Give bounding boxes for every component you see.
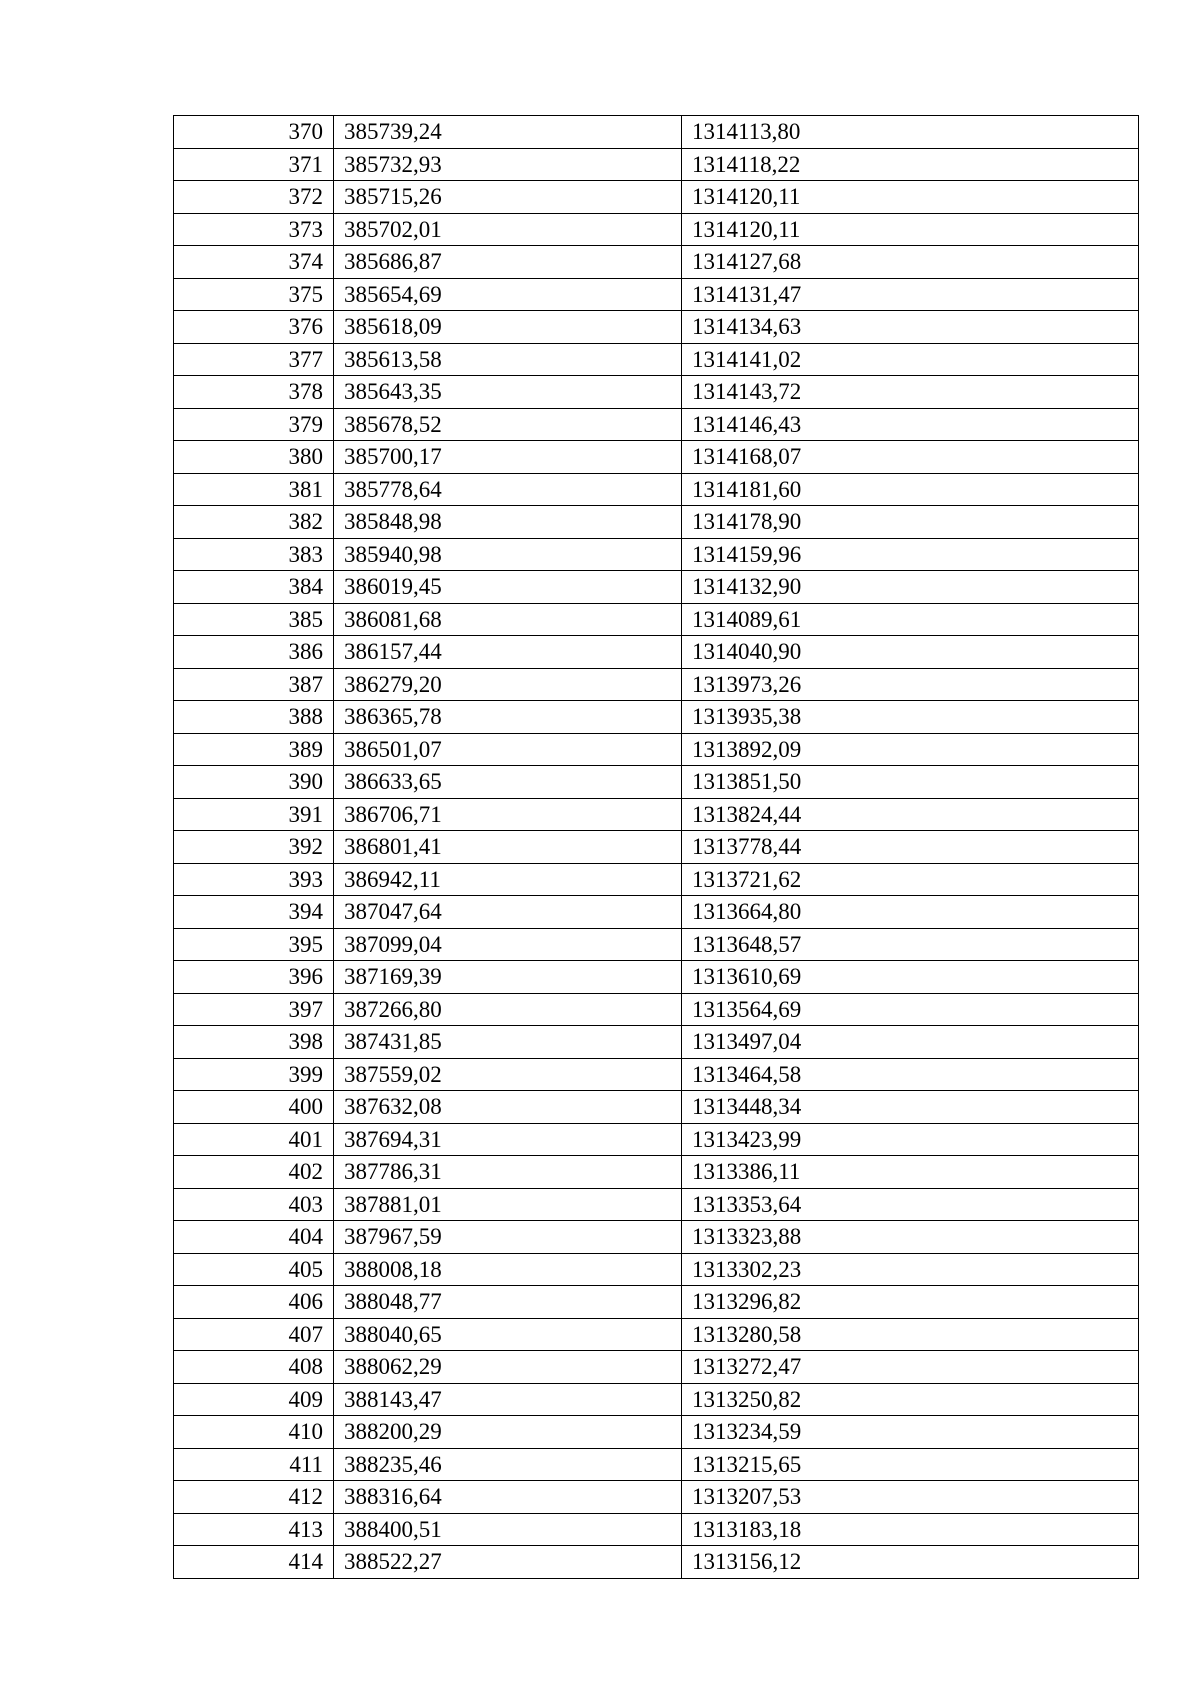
point-number-cell: 389 xyxy=(174,733,334,766)
point-number-cell: 413 xyxy=(174,1513,334,1546)
x-coordinate-cell: 388062,29 xyxy=(334,1351,682,1384)
x-coordinate-cell: 385739,24 xyxy=(334,116,682,149)
point-number-cell: 392 xyxy=(174,831,334,864)
point-number-cell: 400 xyxy=(174,1091,334,1124)
table-row xyxy=(174,408,1139,441)
x-coordinate-cell: 386706,71 xyxy=(334,798,682,831)
x-coordinate-cell: 387632,08 xyxy=(334,1091,682,1124)
y-coordinate-cell: 1313423,99 xyxy=(682,1123,1139,1156)
table-row xyxy=(174,1026,1139,1059)
table-row xyxy=(174,733,1139,766)
table-row xyxy=(174,798,1139,831)
point-number-cell: 370 xyxy=(174,116,334,149)
x-coordinate-cell: 388235,46 xyxy=(334,1448,682,1481)
table-row xyxy=(174,181,1139,214)
y-coordinate-cell: 1313234,59 xyxy=(682,1416,1139,1449)
x-coordinate-cell: 387099,04 xyxy=(334,928,682,961)
x-coordinate-cell: 386279,20 xyxy=(334,668,682,701)
y-coordinate-cell: 1313892,09 xyxy=(682,733,1139,766)
x-coordinate-cell: 386942,11 xyxy=(334,863,682,896)
x-coordinate-cell: 385643,35 xyxy=(334,376,682,409)
point-number-cell: 372 xyxy=(174,181,334,214)
table-row xyxy=(174,506,1139,539)
table-row xyxy=(174,831,1139,864)
y-coordinate-cell: 1314132,90 xyxy=(682,571,1139,604)
table-row xyxy=(174,571,1139,604)
table-row xyxy=(174,668,1139,701)
point-number-cell: 378 xyxy=(174,376,334,409)
point-number-cell: 396 xyxy=(174,961,334,994)
x-coordinate-cell: 387881,01 xyxy=(334,1188,682,1221)
y-coordinate-cell: 1314134,63 xyxy=(682,311,1139,344)
y-coordinate-cell: 1314040,90 xyxy=(682,636,1139,669)
point-number-cell: 382 xyxy=(174,506,334,539)
point-number-cell: 391 xyxy=(174,798,334,831)
x-coordinate-cell: 387169,39 xyxy=(334,961,682,994)
y-coordinate-cell: 1313323,88 xyxy=(682,1221,1139,1254)
coordinates-table-body xyxy=(174,116,1139,1579)
x-coordinate-cell: 387967,59 xyxy=(334,1221,682,1254)
table-row xyxy=(174,1123,1139,1156)
table-row xyxy=(174,116,1139,149)
table-row xyxy=(174,1513,1139,1546)
y-coordinate-cell: 1314168,07 xyxy=(682,441,1139,474)
point-number-cell: 414 xyxy=(174,1546,334,1579)
table-row xyxy=(174,213,1139,246)
table-row xyxy=(174,1318,1139,1351)
table-row xyxy=(174,993,1139,1026)
table-row xyxy=(174,766,1139,799)
point-number-cell: 402 xyxy=(174,1156,334,1189)
point-number-cell: 379 xyxy=(174,408,334,441)
y-coordinate-cell: 1314120,11 xyxy=(682,213,1139,246)
table-row xyxy=(174,896,1139,929)
x-coordinate-cell: 386801,41 xyxy=(334,831,682,864)
y-coordinate-cell: 1313648,57 xyxy=(682,928,1139,961)
y-coordinate-cell: 1313302,23 xyxy=(682,1253,1139,1286)
point-number-cell: 398 xyxy=(174,1026,334,1059)
table-row xyxy=(174,1188,1139,1221)
point-number-cell: 403 xyxy=(174,1188,334,1221)
table-row xyxy=(174,1351,1139,1384)
x-coordinate-cell: 385702,01 xyxy=(334,213,682,246)
point-number-cell: 399 xyxy=(174,1058,334,1091)
y-coordinate-cell: 1313851,50 xyxy=(682,766,1139,799)
point-number-cell: 383 xyxy=(174,538,334,571)
point-number-cell: 401 xyxy=(174,1123,334,1156)
y-coordinate-cell: 1313250,82 xyxy=(682,1383,1139,1416)
y-coordinate-cell: 1314113,80 xyxy=(682,116,1139,149)
table-row xyxy=(174,311,1139,344)
table-row xyxy=(174,1091,1139,1124)
point-number-cell: 408 xyxy=(174,1351,334,1384)
x-coordinate-cell: 385778,64 xyxy=(334,473,682,506)
point-number-cell: 409 xyxy=(174,1383,334,1416)
y-coordinate-cell: 1313448,34 xyxy=(682,1091,1139,1124)
table-row xyxy=(174,1448,1139,1481)
x-coordinate-cell: 386365,78 xyxy=(334,701,682,734)
x-coordinate-cell: 388316,64 xyxy=(334,1481,682,1514)
table-row xyxy=(174,1416,1139,1449)
x-coordinate-cell: 385940,98 xyxy=(334,538,682,571)
y-coordinate-cell: 1314146,43 xyxy=(682,408,1139,441)
x-coordinate-cell: 385678,52 xyxy=(334,408,682,441)
y-coordinate-cell: 1313183,18 xyxy=(682,1513,1139,1546)
table-row xyxy=(174,1058,1139,1091)
x-coordinate-cell: 385715,26 xyxy=(334,181,682,214)
table-row xyxy=(174,441,1139,474)
point-number-cell: 386 xyxy=(174,636,334,669)
x-coordinate-cell: 386157,44 xyxy=(334,636,682,669)
y-coordinate-cell: 1314143,72 xyxy=(682,376,1139,409)
point-number-cell: 412 xyxy=(174,1481,334,1514)
x-coordinate-cell: 388008,18 xyxy=(334,1253,682,1286)
point-number-cell: 394 xyxy=(174,896,334,929)
x-coordinate-cell: 386633,65 xyxy=(334,766,682,799)
y-coordinate-cell: 1313156,12 xyxy=(682,1546,1139,1579)
x-coordinate-cell: 387266,80 xyxy=(334,993,682,1026)
point-number-cell: 376 xyxy=(174,311,334,344)
x-coordinate-cell: 388522,27 xyxy=(334,1546,682,1579)
table-row xyxy=(174,961,1139,994)
x-coordinate-cell: 387786,31 xyxy=(334,1156,682,1189)
x-coordinate-cell: 385686,87 xyxy=(334,246,682,279)
x-coordinate-cell: 387431,85 xyxy=(334,1026,682,1059)
x-coordinate-cell: 388048,77 xyxy=(334,1286,682,1319)
table-row xyxy=(174,1481,1139,1514)
table-row xyxy=(174,603,1139,636)
point-number-cell: 410 xyxy=(174,1416,334,1449)
x-coordinate-cell: 387559,02 xyxy=(334,1058,682,1091)
y-coordinate-cell: 1313497,04 xyxy=(682,1026,1139,1059)
y-coordinate-cell: 1314178,90 xyxy=(682,506,1139,539)
x-coordinate-cell: 386501,07 xyxy=(334,733,682,766)
y-coordinate-cell: 1314141,02 xyxy=(682,343,1139,376)
y-coordinate-cell: 1313207,53 xyxy=(682,1481,1139,1514)
x-coordinate-cell: 386081,68 xyxy=(334,603,682,636)
y-coordinate-cell: 1313280,58 xyxy=(682,1318,1139,1351)
table-row xyxy=(174,148,1139,181)
table-row xyxy=(174,246,1139,279)
y-coordinate-cell: 1313464,58 xyxy=(682,1058,1139,1091)
y-coordinate-cell: 1313296,82 xyxy=(682,1286,1139,1319)
point-number-cell: 374 xyxy=(174,246,334,279)
table-row xyxy=(174,343,1139,376)
y-coordinate-cell: 1314127,68 xyxy=(682,246,1139,279)
x-coordinate-cell: 385613,58 xyxy=(334,343,682,376)
point-number-cell: 373 xyxy=(174,213,334,246)
y-coordinate-cell: 1313564,69 xyxy=(682,993,1139,1026)
y-coordinate-cell: 1314131,47 xyxy=(682,278,1139,311)
x-coordinate-cell: 386019,45 xyxy=(334,571,682,604)
x-coordinate-cell: 385848,98 xyxy=(334,506,682,539)
table-row xyxy=(174,538,1139,571)
point-number-cell: 371 xyxy=(174,148,334,181)
table-row xyxy=(174,928,1139,961)
x-coordinate-cell: 385700,17 xyxy=(334,441,682,474)
x-coordinate-cell: 387694,31 xyxy=(334,1123,682,1156)
x-coordinate-cell: 385618,09 xyxy=(334,311,682,344)
point-number-cell: 411 xyxy=(174,1448,334,1481)
point-number-cell: 380 xyxy=(174,441,334,474)
table-row xyxy=(174,1286,1139,1319)
y-coordinate-cell: 1313215,65 xyxy=(682,1448,1139,1481)
y-coordinate-cell: 1314118,22 xyxy=(682,148,1139,181)
table-row xyxy=(174,376,1139,409)
x-coordinate-cell: 388200,29 xyxy=(334,1416,682,1449)
y-coordinate-cell: 1313386,11 xyxy=(682,1156,1139,1189)
table-row xyxy=(174,1383,1139,1416)
point-number-cell: 393 xyxy=(174,863,334,896)
y-coordinate-cell: 1313973,26 xyxy=(682,668,1139,701)
point-number-cell: 388 xyxy=(174,701,334,734)
point-number-cell: 395 xyxy=(174,928,334,961)
x-coordinate-cell: 387047,64 xyxy=(334,896,682,929)
point-number-cell: 375 xyxy=(174,278,334,311)
point-number-cell: 381 xyxy=(174,473,334,506)
table-row xyxy=(174,1253,1139,1286)
y-coordinate-cell: 1313778,44 xyxy=(682,831,1139,864)
y-coordinate-cell: 1313935,38 xyxy=(682,701,1139,734)
table-row xyxy=(174,473,1139,506)
point-number-cell: 385 xyxy=(174,603,334,636)
point-number-cell: 387 xyxy=(174,668,334,701)
y-coordinate-cell: 1313824,44 xyxy=(682,798,1139,831)
y-coordinate-cell: 1314181,60 xyxy=(682,473,1139,506)
table-row xyxy=(174,1546,1139,1579)
y-coordinate-cell: 1314120,11 xyxy=(682,181,1139,214)
y-coordinate-cell: 1313272,47 xyxy=(682,1351,1139,1384)
point-number-cell: 390 xyxy=(174,766,334,799)
table-row xyxy=(174,701,1139,734)
point-number-cell: 397 xyxy=(174,993,334,1026)
table-row xyxy=(174,1156,1139,1189)
x-coordinate-cell: 385654,69 xyxy=(334,278,682,311)
point-number-cell: 406 xyxy=(174,1286,334,1319)
y-coordinate-cell: 1313721,62 xyxy=(682,863,1139,896)
x-coordinate-cell: 388143,47 xyxy=(334,1383,682,1416)
table-row xyxy=(174,278,1139,311)
x-coordinate-cell: 385732,93 xyxy=(334,148,682,181)
y-coordinate-cell: 1314159,96 xyxy=(682,538,1139,571)
point-number-cell: 377 xyxy=(174,343,334,376)
table-row xyxy=(174,636,1139,669)
document-page xyxy=(173,115,1138,1579)
point-number-cell: 405 xyxy=(174,1253,334,1286)
coordinates-table xyxy=(173,115,1139,1579)
table-row xyxy=(174,1221,1139,1254)
y-coordinate-cell: 1313664,80 xyxy=(682,896,1139,929)
y-coordinate-cell: 1313353,64 xyxy=(682,1188,1139,1221)
point-number-cell: 404 xyxy=(174,1221,334,1254)
x-coordinate-cell: 388400,51 xyxy=(334,1513,682,1546)
point-number-cell: 384 xyxy=(174,571,334,604)
y-coordinate-cell: 1314089,61 xyxy=(682,603,1139,636)
table-row xyxy=(174,863,1139,896)
y-coordinate-cell: 1313610,69 xyxy=(682,961,1139,994)
x-coordinate-cell: 388040,65 xyxy=(334,1318,682,1351)
point-number-cell: 407 xyxy=(174,1318,334,1351)
